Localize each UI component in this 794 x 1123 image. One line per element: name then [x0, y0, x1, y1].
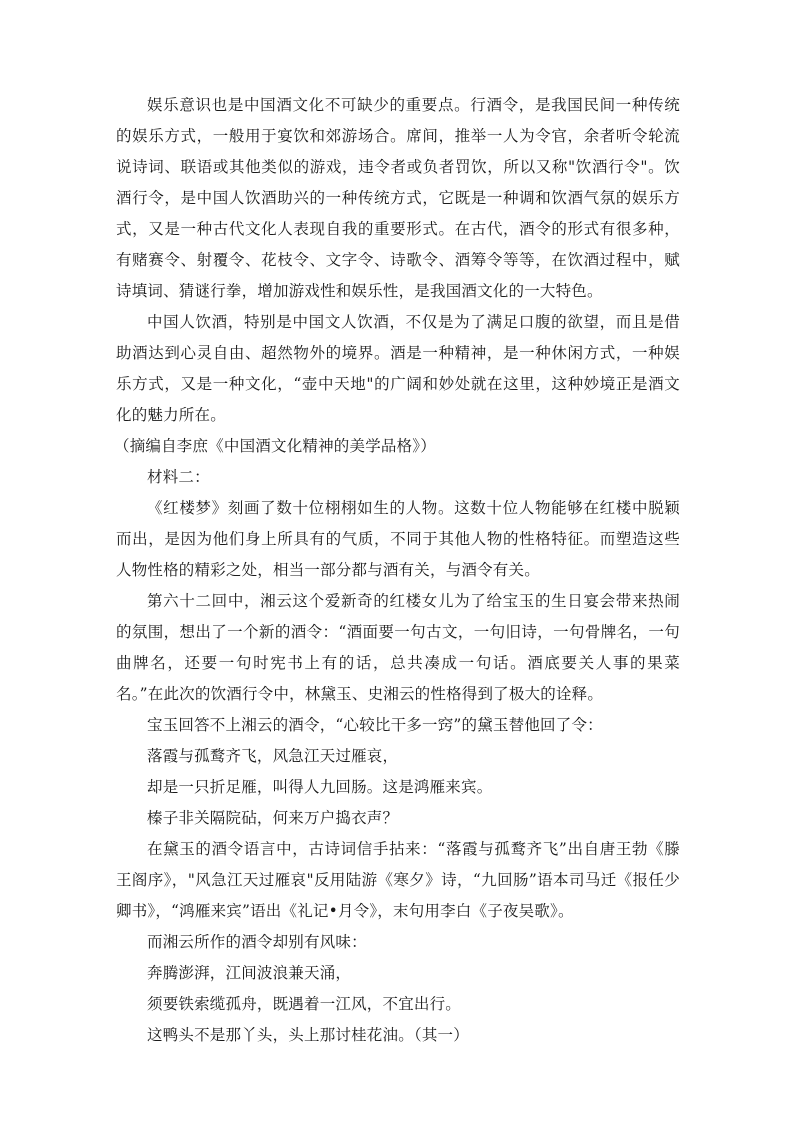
verse-line: 奔腾澎湃，江间波浪兼天涌，	[147, 964, 352, 982]
verse-line: 榛子非关隔院砧，何来万户捣衣声？	[147, 809, 399, 827]
paragraph-daiyu-analysis: 在黛玉的酒令语言中，古诗词信手拈来：“落霞与孤鹜齐飞”出自唐王勃《滕王阁序》，"风急江天过雁哀"反用陆游《寒夕》诗，“九回肠”语本司马迁《报任少卿书》，“鸿雁来宾”语出《礼记•月令》，末句用李白《子夜吴歌》。	[116, 840, 680, 920]
section-heading-material-two: 材料二：	[147, 468, 210, 486]
paragraph-chapter-62: 第六十二回中，湘云这个爱新奇的红楼女儿为了给宝玉的生日宴会带来热闹的氛围，想出了一个新的酒令：“酒面要一句古文，一句旧诗，一句骨牌名，一句曲牌名，还要一句时宪书上有的话，总共凑成一句话。酒底要关人事的果菜名。”在此次的饮酒行令中，林黛玉、史湘云的性格得到了极大的诠释。	[116, 592, 680, 703]
verse-line: 落霞与孤鹜齐飞，风急江天过雁哀，	[147, 747, 399, 765]
paragraph-literati-drinking: 中国人饮酒，特别是中国文人饮酒，不仅是为了满足口腹的欲望，而且是借助酒达到心灵自由、超然物外的境界。酒是一种精神，是一种休闲方式，一种娱乐方式，又是一种文化，“壶中天地"的广阔和妙处就在这里，这种妙境正是酒文化的魅力所在。	[116, 313, 680, 424]
document-page	[116, 90, 680, 1051]
verse-line: 须要铁索缆孤舟，既遇着一江风，不宜出行。	[147, 995, 462, 1013]
paragraph-daiyu-reply: 宝玉回答不上湘云的酒令，“心较比干多一窍”的黛玉替他回了令：	[147, 716, 603, 734]
verse-line: 却是一只折足雁，叫得人九回肠。这是鸿雁来宾。	[147, 778, 493, 796]
source-citation: （摘编自李庶《中国酒文化精神的美学品格》）	[114, 437, 436, 455]
verse-line: 这鸭头不是那丫头，头上那讨桂花油。（其一）	[147, 1026, 469, 1044]
paragraph-xiangyun-intro: 而湘云所作的酒令却别有风味：	[147, 933, 367, 951]
paragraph-honglou-characters: 《红楼梦》刻画了数十位栩栩如生的人物。这数十位人物能够在红楼中脱颖而出，是因为他们身上所具有的气质，不同于其他人物的性格特征。而塑造这些人物性格的精彩之处，相当一部分都与酒有关，与酒令有关。	[116, 499, 680, 579]
paragraph-wine-games: 娱乐意识也是中国酒文化不可缺少的重要点。行酒令，是我国民间一种传统的娱乐方式，一般用于宴饮和郊游场合。席间，推举一人为令官，余者听令轮流说诗词、联语或其他类似的游戏，违令者或负者罚饮，所以又称"饮酒行令"。饮酒行令，是中国人饮酒助兴的一种传统方式，它既是一种调和饮酒气氛的娱乐方式，又是一种古代文化人表现自我的重要形式。在古代，酒令的形式有很多种，有赌赛令、射覆令、花枝令、文字令、诗歌令、酒筹令等等，在饮酒过程中，赋诗填词、猜谜行拳，增加游戏性和娱乐性，是我国酒文化的一大特色。	[116, 96, 680, 300]
